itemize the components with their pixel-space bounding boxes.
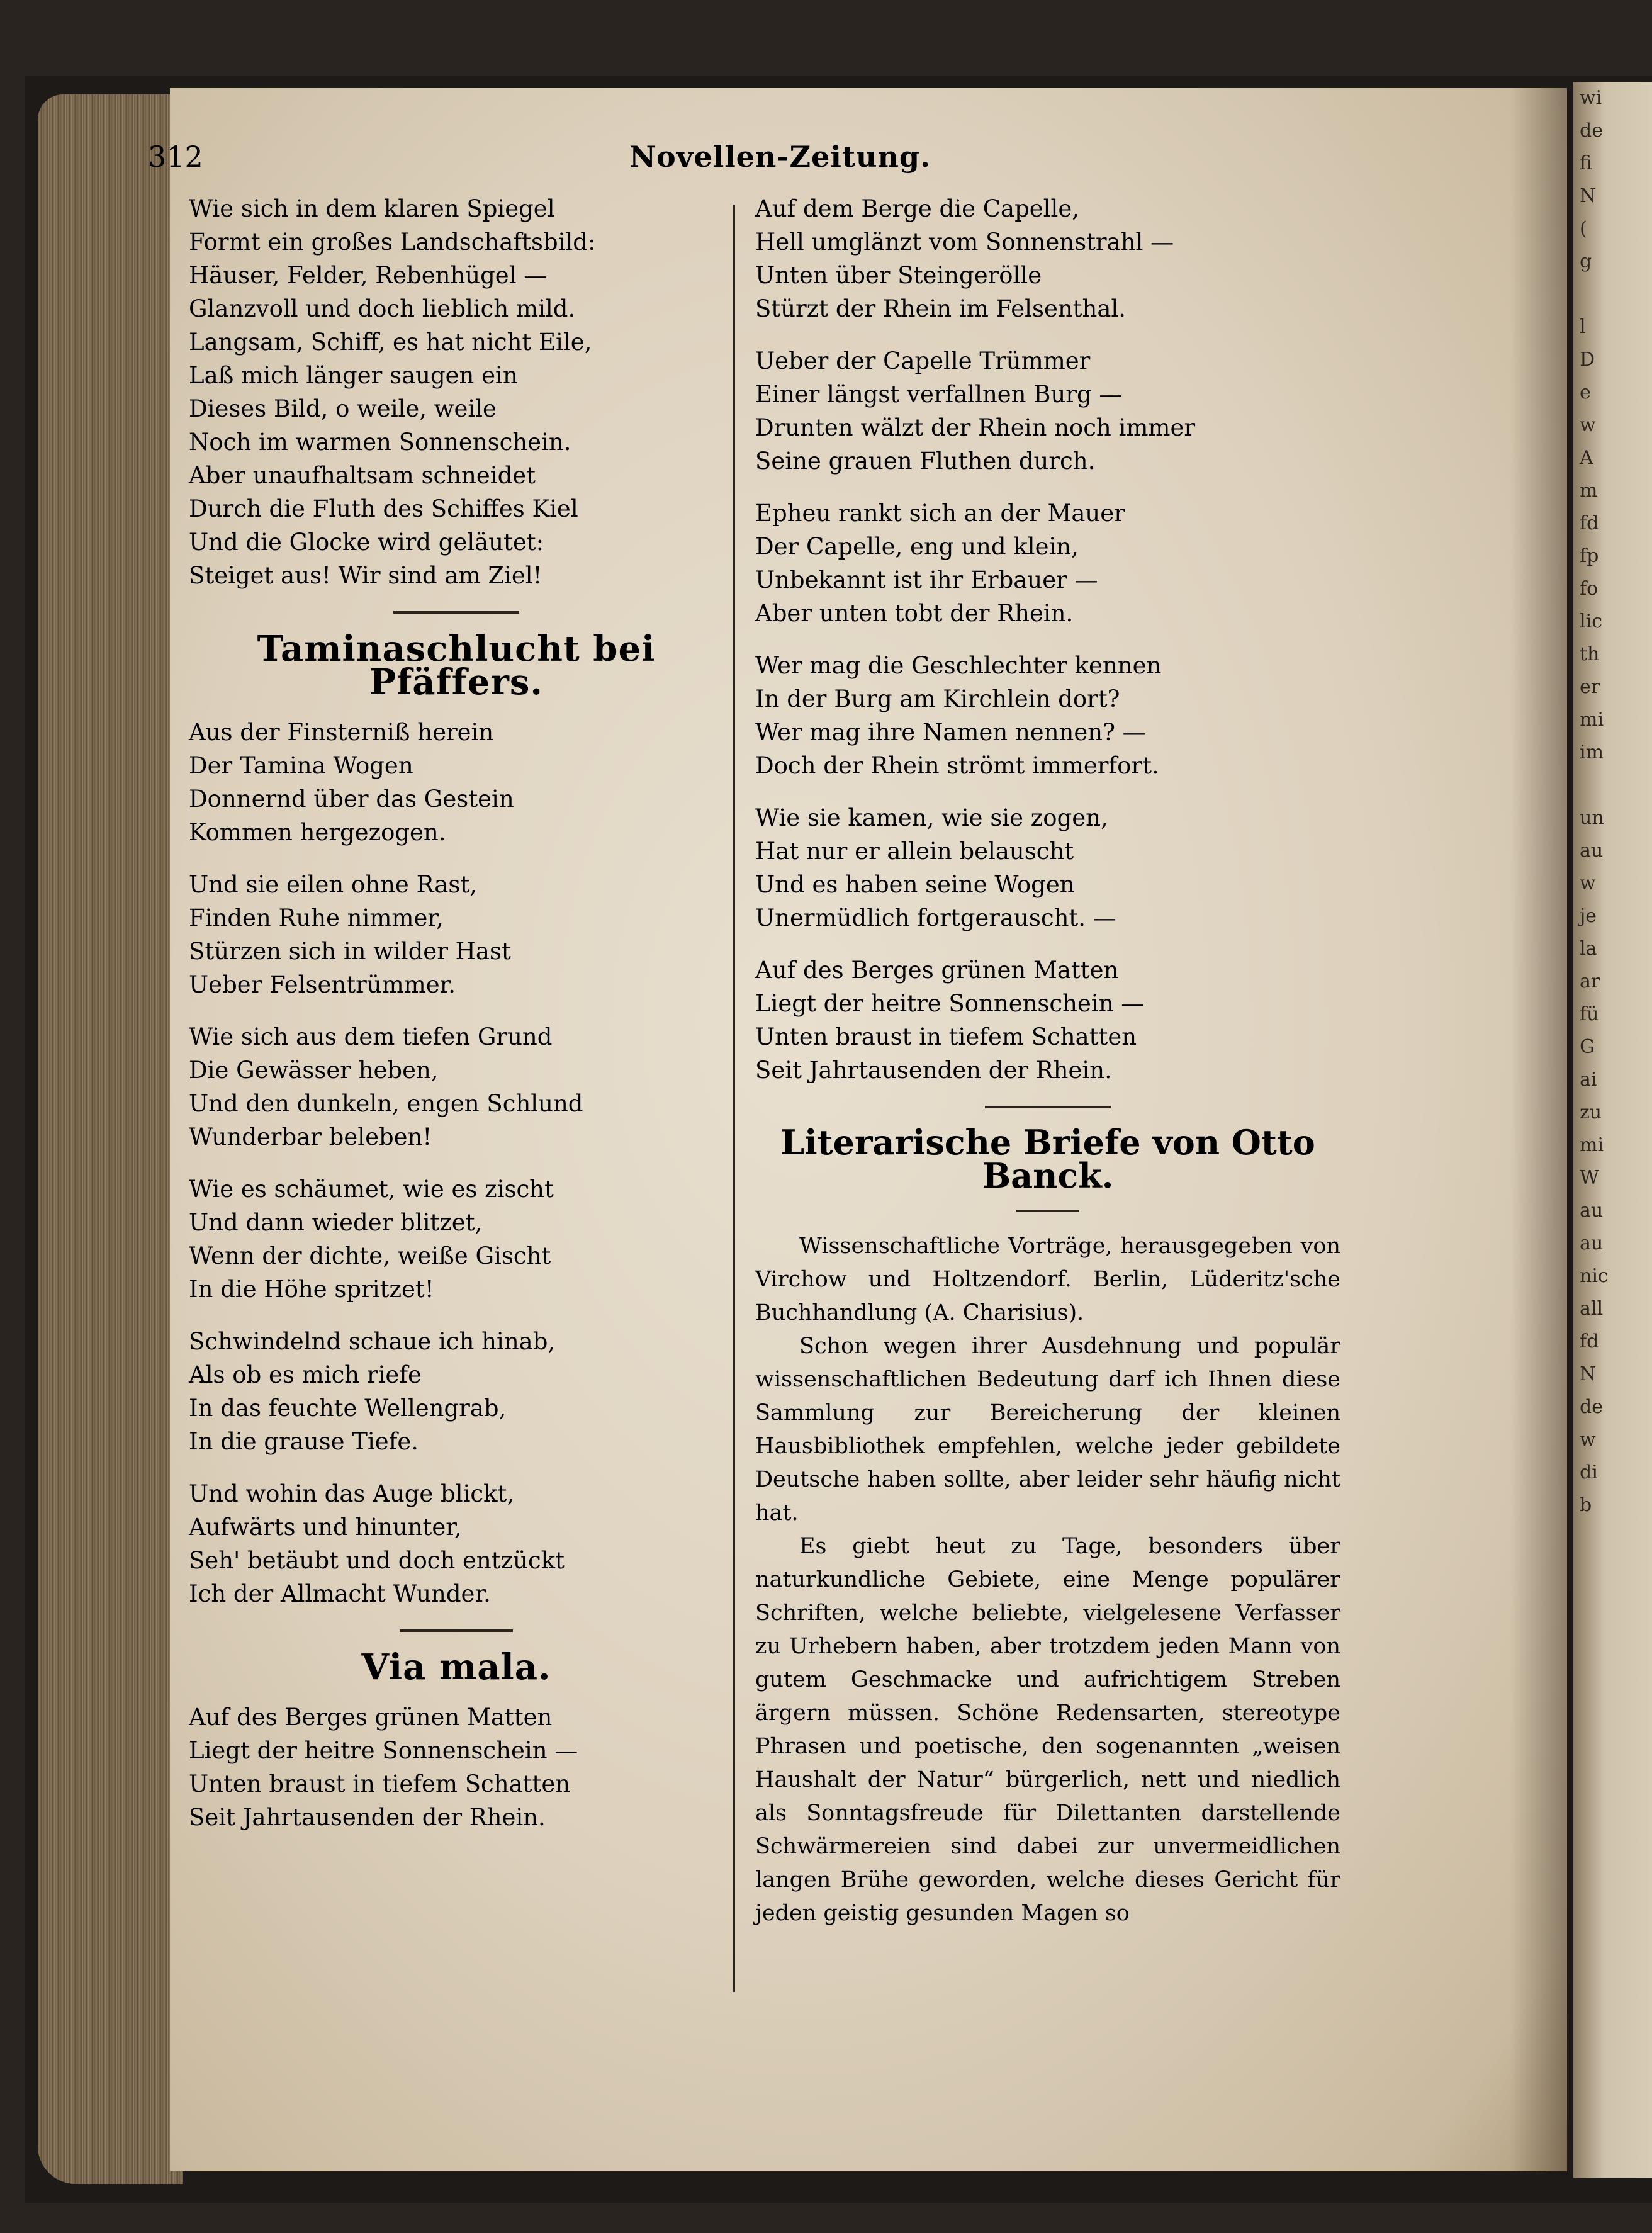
poem-via-mala-continued [755, 192, 1340, 1087]
verse-line: Wie sich in dem klaren Spiegel [189, 195, 555, 222]
verse-line: Aus der Finsterniß herein [189, 719, 494, 746]
verse-line: Seine grauen Fluthen durch. [755, 447, 1096, 475]
stanza [755, 192, 1340, 325]
verse-line: Und wohin das Auge blickt, [189, 1480, 515, 1507]
verse-line: Und sie eilen ohne Rast, [189, 871, 477, 898]
stanza [189, 1477, 724, 1611]
next-page-fragment: la [1580, 938, 1597, 960]
verse-line: Ueber der Capelle Trümmer [755, 347, 1091, 374]
verse-line: Durch die Fluth des Schiffes Kiel [189, 495, 578, 522]
next-page-fragment: un [1580, 807, 1604, 829]
next-page-fragment: fd [1580, 1330, 1599, 1353]
stanza [755, 497, 1340, 630]
next-page-fragment: all [1580, 1298, 1604, 1320]
next-page-fragment: de [1580, 120, 1603, 142]
verse-line: Seit Jahrtausenden der Rhein. [189, 1804, 546, 1831]
next-page-fragment: au [1580, 1200, 1604, 1222]
verse-line: Stürzt der Rhein im Felsenthal. [755, 295, 1127, 322]
next-page-fragment: N [1580, 185, 1597, 207]
next-page-fragment: mi [1580, 1134, 1604, 1156]
article-paragraph: Schon wegen ihrer Ausdehnung und populär wissenschaftlichen Bedeutung darf ich Ihnen diese Sammlung zur Bereicherung der kleinen Hausbibliothek empfehlen, welche jeder gebildete Deutsche haben sollte, aber leider sehr häufig nicht hat. [755, 1334, 1340, 1526]
verse-line: Und es haben seine Wogen [755, 871, 1075, 898]
next-page-fragment: w [1580, 1429, 1596, 1451]
verse-line: Und dann wieder blitzet, [189, 1209, 483, 1236]
next-page-fragment: fo [1580, 578, 1599, 600]
next-page-fragment: w [1580, 414, 1596, 436]
next-page-fragment: de [1580, 1396, 1603, 1418]
next-page-fragment: er [1580, 676, 1600, 698]
verse-line: Als ob es mich riefe [189, 1361, 422, 1388]
verse-line: Unten braust in tiefem Schatten [189, 1770, 571, 1797]
next-page-fragment: l [1580, 316, 1586, 338]
next-page-fragment: zu [1580, 1101, 1602, 1123]
verse-line: In die grause Tiefe. [189, 1428, 419, 1455]
verse-line: Glanzvoll und doch lieblich mild. [189, 295, 576, 322]
title-underline [1016, 1210, 1079, 1212]
next-page-fragment: fü [1580, 1003, 1599, 1025]
verse-line: Seit Jahrtausenden der Rhein. [755, 1057, 1112, 1084]
verse-line: Wenn der dichte, weiße Gischt [189, 1242, 551, 1269]
next-page-fragment: D [1580, 349, 1595, 371]
verse-line: Unbekannt ist ihr Erbauer — [755, 566, 1098, 593]
right-column [755, 192, 1340, 1930]
next-page-fragment: G [1580, 1036, 1595, 1058]
next-page-fragment: lic [1580, 610, 1602, 633]
verse-line: Epheu rankt sich an der Mauer [755, 500, 1125, 527]
verse-line: In der Burg am Kirchlein dort? [755, 685, 1120, 712]
verse-line: Langsam, Schiff, es hat nicht Eile, [189, 329, 592, 356]
next-page-fragment: e [1580, 381, 1591, 403]
stanza [189, 1173, 724, 1306]
verse-line: Drunten wälzt der Rhein noch immer [755, 414, 1196, 441]
stanza [189, 868, 724, 1001]
verse-line: Unermüdlich fortgerauscht. — [755, 904, 1116, 931]
next-page-fragment: wi [1580, 87, 1602, 109]
verse-line: Noch im warmen Sonnenschein. [189, 429, 571, 456]
stanza [755, 953, 1340, 1087]
verse-line: Liegt der heitre Sonnenschein — [189, 1737, 578, 1764]
next-page-fragment: im [1580, 741, 1604, 763]
column-rule [733, 205, 735, 1992]
verse-line: Hat nur er allein belauscht [755, 838, 1074, 865]
verse-line: Der Tamina Wogen [189, 752, 413, 779]
next-page-fragment [1580, 278, 1652, 311]
verse-line: Donnernd über das Gestein [189, 785, 514, 813]
verse-line: Ich der Allmacht Wunder. [189, 1580, 491, 1607]
page-edges [38, 94, 183, 2184]
verse-line: Auf des Berges grünen Matten [755, 957, 1119, 984]
next-page-fragment: mi [1580, 709, 1604, 731]
verse-line: Kommen hergezogen. [189, 819, 446, 846]
opening-stanza [189, 192, 724, 592]
next-page-fragment: au [1580, 1232, 1604, 1254]
gutter-shadow [1510, 88, 1567, 2171]
verse-line: In das feuchte Wellengrab, [189, 1395, 507, 1422]
verse-line: Schwindelnd schaue ich hinab, [189, 1328, 556, 1355]
verse-line: Auf des Berges grünen Matten [189, 1704, 553, 1731]
article-title: Literarische Briefe von Otto Banck. [780, 1122, 1315, 1196]
next-page-fragment [1580, 769, 1652, 802]
next-page-fragment: ar [1580, 970, 1600, 993]
next-page-fragment: ( [1580, 218, 1587, 240]
left-column [189, 192, 724, 1853]
verse-line: Wie es schäumet, wie es zischt [189, 1176, 554, 1203]
verse-line: Liegt der heitre Sonnenschein — [755, 990, 1145, 1017]
verse-line: Doch der Rhein strömt immerfort. [755, 752, 1159, 779]
next-page-fragment: fd [1580, 512, 1599, 534]
next-page-fragment: nic [1580, 1265, 1609, 1287]
verse-line: Und die Glocke wird geläutet: [189, 529, 544, 556]
next-page-fragment: w [1580, 872, 1596, 894]
next-page-fragment: N [1580, 1363, 1597, 1385]
stanza [189, 1325, 724, 1458]
stanza [189, 716, 724, 849]
verse-line: Wie sie kamen, wie sie zogen, [755, 804, 1108, 831]
next-page-fragment: je [1580, 905, 1597, 927]
next-page-fragment: au [1580, 840, 1604, 862]
verse-line: Einer längst verfallnen Burg — [755, 381, 1123, 408]
verse-line: Unten braust in tiefem Schatten [755, 1023, 1137, 1050]
next-page-fragment: W [1580, 1167, 1599, 1189]
section-divider [393, 611, 519, 614]
poem-title-taminaschlucht: Taminaschlucht bei Pfäffers. [257, 628, 656, 703]
next-page-fragment: g [1580, 250, 1592, 273]
next-page-fragment: A [1580, 447, 1593, 469]
article-paragraph: Wissenschaftliche Vorträge, herausgegeben von Virchow und Holtzendorf. Berlin, Lüderitz'sche Buchhandlung (A. Charisius). [755, 1234, 1340, 1325]
page-header [0, 140, 1652, 177]
next-page-fragment: fi [1580, 152, 1593, 174]
verse-line: Aber unten tobt der Rhein. [755, 600, 1074, 627]
verse-line: Aufwärts und hinunter, [189, 1514, 462, 1541]
verse-line: Steiget aus! Wir sind am Ziel! [189, 562, 542, 589]
article-paragraph: Es giebt heut zu Tage, besonders über naturkundliche Gebiete, eine Menge populärer Schriften, welche beliebte, vielgelesene Verfasser zu Urhebern haben, aber trotzdem jeden Mann von gutem Geschmacke und aufrichtigem Streben ärgern müssen. Schöne Redensarten, stereotype Phrasen und poetische, den sogenannten „weisen Haushalt der Natur“ bürgerlich, nett und niedlich als Sonntagsfreude für Dilettanten darstellende Schwärmereien sind dabei zur unvermeidlichen langen Brühe geworden, welche dieses Gericht für jeden geistig gesunden Magen so [755, 1534, 1340, 1926]
stanza [755, 801, 1340, 935]
verse-line: Laß mich länger saugen ein [189, 362, 518, 389]
stanza [189, 1020, 724, 1154]
verse-line: Ueber Felsentrümmer. [189, 971, 456, 998]
verse-line: Die Gewässer heben, [189, 1057, 439, 1084]
verse-line: Auf dem Berge die Capelle, [755, 195, 1080, 222]
verse-line: Wer mag die Geschlechter kennen [755, 652, 1162, 679]
running-title: Novellen-Zeitung. [629, 140, 931, 174]
verse-line: Wie sich aus dem tiefen Grund [189, 1023, 553, 1050]
article-body [755, 1230, 1340, 1930]
verse-line: Seh' betäubt und doch entzückt [189, 1547, 565, 1574]
next-page-fragment: fp [1580, 545, 1599, 567]
verse-line: Dieses Bild, o weile, weile [189, 395, 497, 422]
stanza [755, 649, 1340, 782]
verse-line: Der Capelle, eng und klein, [755, 533, 1079, 560]
verse-line: Stürzen sich in wilder Hast [189, 938, 511, 965]
next-page-fragment: m [1580, 480, 1598, 502]
verse-line: Finden Ruhe nimmer, [189, 904, 444, 931]
poem-via-mala-first-stanza [189, 1701, 724, 1834]
verse-line: Unten über Steingeröllе [755, 262, 1042, 289]
next-page-fragment: ai [1580, 1069, 1597, 1091]
verse-line: Und den dunkeln, engen Schlund [189, 1090, 583, 1117]
verse-line: Häuser, Felder, Rebenhügel — [189, 262, 548, 289]
verse-line: Aber unaufhaltsam schneidet [189, 462, 536, 489]
next-page-fragment: th [1580, 643, 1600, 665]
verse-line: Formt ein großes Landschaftsbild: [189, 228, 596, 256]
verse-line: Wunderbar beleben! [189, 1123, 432, 1150]
page-number: 312 [148, 140, 203, 174]
poem-taminaschlucht [189, 716, 724, 1611]
section-divider [400, 1629, 513, 1632]
verse-line: Wer mag ihre Namen nennen? — [755, 719, 1146, 746]
next-page-edge [1573, 82, 1652, 2178]
section-divider [985, 1106, 1111, 1108]
verse-line: Hell umglänzt vom Sonnenstrahl — [755, 228, 1174, 256]
next-page-fragment: di [1580, 1461, 1598, 1483]
next-page-fragment: b [1580, 1494, 1592, 1516]
stanza [755, 344, 1340, 478]
poem-title-via-mala: Via mala. [361, 1646, 551, 1688]
verse-line: In die Höhe spritzet! [189, 1276, 434, 1303]
